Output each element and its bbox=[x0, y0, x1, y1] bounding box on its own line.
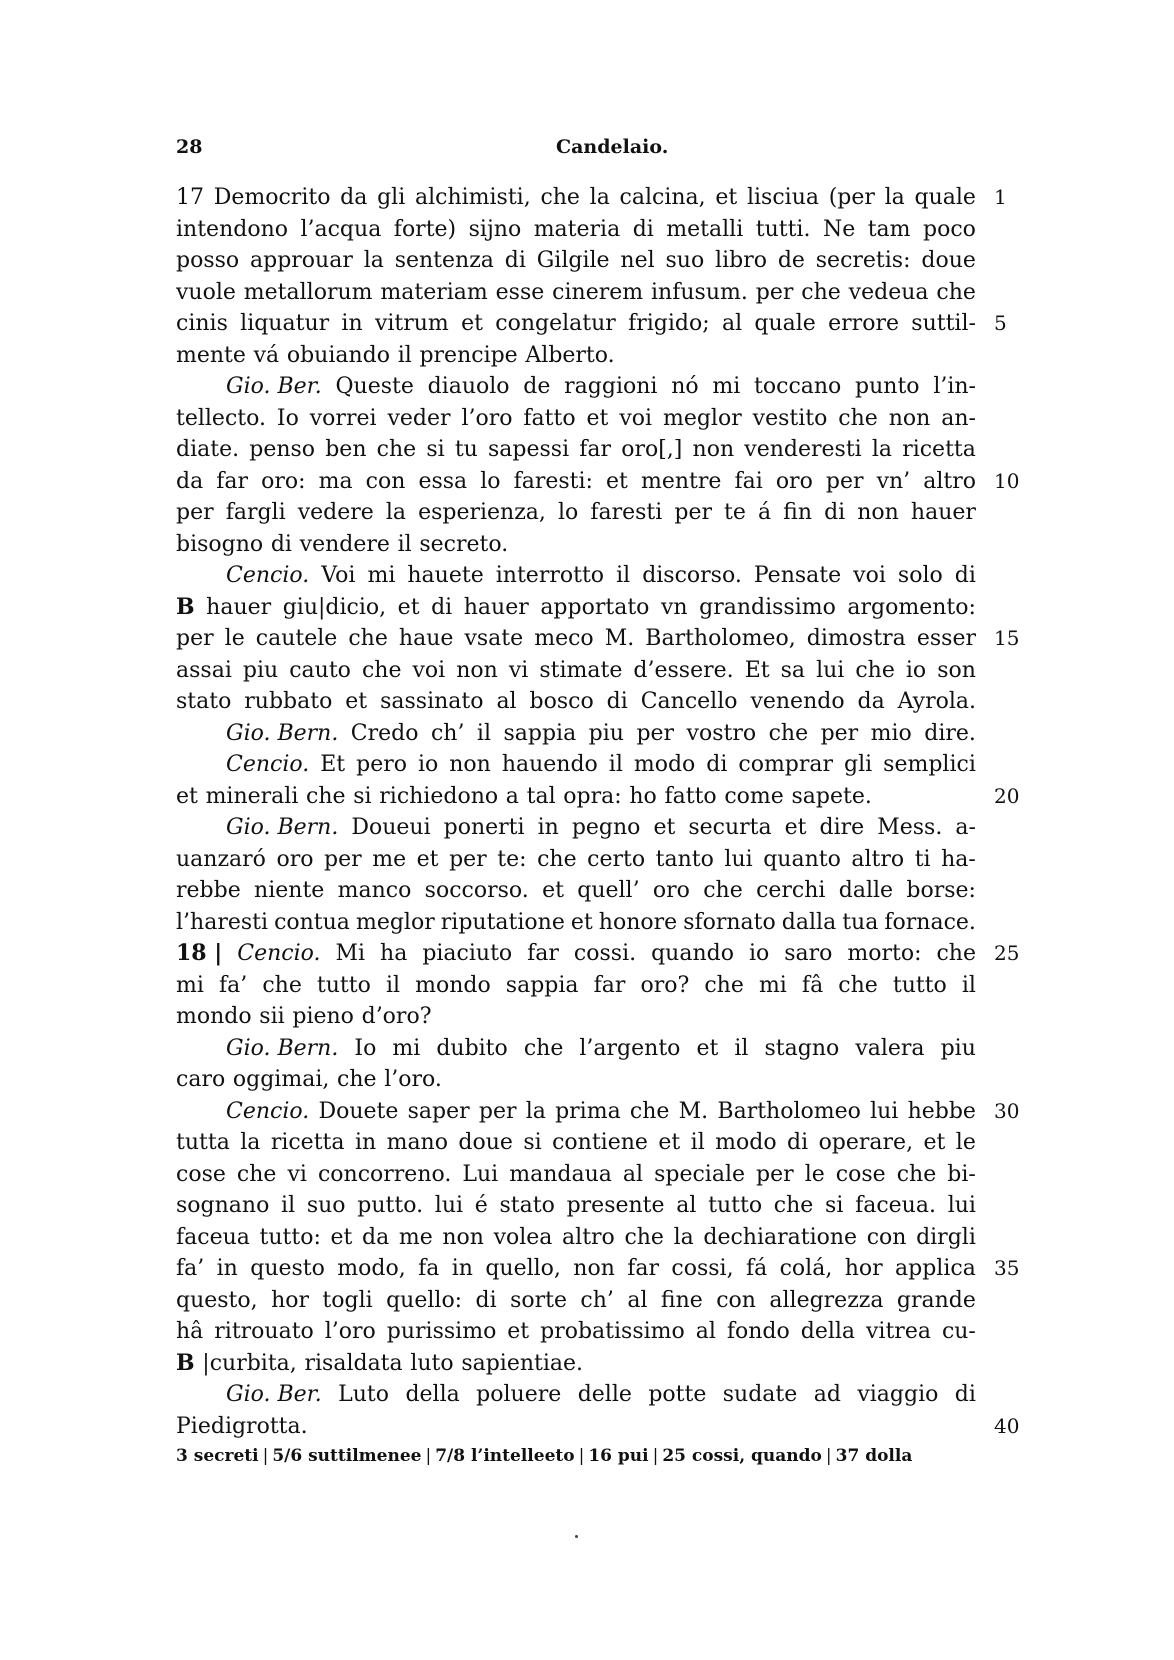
text-line: mondo sii pieno d’oro? bbox=[176, 1004, 432, 1029]
text-line: Cencio. Voi mi hauete interrotto il discorso. Pensate voi solo di bbox=[176, 560, 976, 592]
apparatus-note: 16 pui bbox=[588, 1446, 649, 1466]
margin-marker: 18 | bbox=[176, 940, 223, 966]
note-separator: | bbox=[262, 1446, 269, 1466]
text-line: questo, hor togli quello: di sorte ch’ al fine con allegrezza grande bbox=[176, 1287, 976, 1313]
text-line: per le cautele che haue vsate meco M. Bartholomeo, dimostra esser 15 bbox=[176, 623, 976, 655]
speaker-name: Cencio. bbox=[226, 752, 310, 777]
margin-marker: B bbox=[176, 1349, 195, 1376]
line-number: 15 bbox=[994, 626, 1020, 650]
text-line: tellecto. Io vorrei veder l’oro fatto et voi meglor vestito che non an- bbox=[176, 405, 976, 431]
text-line: Piedigrotta. 40 bbox=[176, 1411, 976, 1443]
line-number: 1 bbox=[994, 185, 1007, 209]
text-line: Gio. Bern. Io mi dubito che l’argento et il stagno valera piu bbox=[176, 1033, 976, 1065]
text-line: Cencio. Et pero io non hauendo il modo di comprar gli semplici bbox=[176, 749, 976, 781]
line-number: 5 bbox=[994, 311, 1007, 335]
text-line: B |curbita, risaldata luto sapientiae. bbox=[176, 1348, 976, 1380]
line-number: 30 bbox=[994, 1098, 1020, 1123]
text-line: stato rubbato et sassinato al bosco di Cancello venendo da Ayrola. bbox=[176, 689, 976, 714]
speaker-name: Gio. Bern. bbox=[226, 815, 339, 840]
text-line: bisogno di vendere il secreto. bbox=[176, 531, 509, 557]
line-number: 35 bbox=[994, 1256, 1020, 1280]
text-line: rebbe niente manco soccorso. et quell’ oro che cerchi dalle borse: bbox=[176, 878, 976, 903]
line-number: 25 bbox=[994, 941, 1020, 965]
text-line: fa’ in questo modo, fa in quello, non far cossi, fá colá, hor applica 35 bbox=[176, 1253, 976, 1285]
text-line: per fargli vedere la esperienza, lo faresti per te á fin di non hauer bbox=[176, 500, 976, 525]
note-separator: | bbox=[425, 1446, 432, 1466]
text-line: Gio. Ber. Luto della poluere delle potte sudate ad viaggio di bbox=[176, 1379, 976, 1411]
text-line: caro oggimai, che l’oro. bbox=[176, 1067, 442, 1092]
text-line: vuole metallorum materiam esse cinerem infusum. per che vedeua che bbox=[176, 279, 976, 305]
text-line: cose che vi concorreno. Lui mandaua al speciale per le cose che bi- bbox=[176, 1161, 976, 1187]
text-line: assai piu cauto che voi non vi stimate d’essere. Et sa lui che io son bbox=[176, 657, 976, 683]
critical-apparatus bbox=[176, 1446, 976, 1466]
speaker-name: Cencio. bbox=[237, 941, 321, 966]
line-number: 40 bbox=[994, 1413, 1020, 1438]
note-separator: | bbox=[652, 1446, 659, 1466]
text-line: faceua tutto: et da me non volea altro che la dechiaratione con dirgli bbox=[176, 1224, 976, 1250]
text-line: Cencio. Douete saper per la prima che M. Bartholomeo lui hebbe 30 bbox=[176, 1096, 976, 1128]
apparatus-note: 37 dolla bbox=[835, 1446, 913, 1466]
text-line: posso approuar la sentenza di Gilgile nel suo libro de secretis: doue bbox=[176, 248, 976, 273]
speaker-name: Gio. Ber. bbox=[226, 1382, 322, 1407]
text-line: uanzaró oro per me et per te: che certo tanto lui quanto altro ti ha- bbox=[176, 846, 976, 872]
text-line: mente vá obuiando il prencipe Alberto. bbox=[176, 342, 615, 368]
text-line: 17 Democrito da gli alchimisti, che la calcina, et lisciua (per la quale 1 bbox=[176, 182, 976, 214]
body-text bbox=[176, 182, 1020, 1442]
text-line: Gio. Bern. Credo ch’ il sappia piu per vostro che per mio dire. bbox=[176, 718, 976, 750]
text-line: 18 | Cencio. Mi ha piaciuto far cossi. quando io saro morto: che 25 bbox=[176, 938, 976, 970]
text-line: cinis liquatur in vitrum et congelatur frigido; al quale errore suttil- 5 bbox=[176, 308, 976, 340]
speaker-name: Gio. Bern. bbox=[226, 720, 339, 746]
text-line: Gio. Ber. Queste diauolo de raggioni nó mi toccano punto l’in- bbox=[176, 371, 976, 403]
text-line: mi fa’ che tutto il mondo sappia far oro? che mi fâ che tutto il bbox=[176, 972, 976, 998]
speaker-name: Gio. Ber. bbox=[226, 374, 322, 399]
apparatus-note: 25 cossi, quando bbox=[662, 1446, 822, 1466]
text-line: sognano il suo putto. lui é stato presente al tutto che si faceua. lui bbox=[176, 1193, 976, 1218]
line-number: 20 bbox=[994, 783, 1020, 808]
note-separator: | bbox=[578, 1446, 585, 1466]
text-line: intendono l’acqua forte) sijno materia di metalli tutti. Ne tam poco bbox=[176, 216, 976, 242]
speaker-name: Cencio. bbox=[226, 563, 310, 588]
running-title: Candelaio. bbox=[556, 136, 669, 158]
apparatus-note: 5/6 suttilmenee bbox=[272, 1446, 422, 1466]
text-line: hâ ritrouato l’oro purissimo et probatissimo al fondo della vitrea cu- bbox=[176, 1319, 976, 1344]
text-line: da far oro: ma con essa lo faresti: et mentre fai oro per vn’ altro 10 bbox=[176, 466, 976, 498]
ink-dot bbox=[575, 1535, 578, 1538]
text-line: et minerali che si richiedono a tal opra: ho fatto come sapete. 20 bbox=[176, 781, 976, 813]
text-line: B hauer giu|dicio, et di hauer apportato vn grandissimo argomento: bbox=[176, 592, 976, 624]
page-header bbox=[176, 136, 976, 166]
apparatus-note: 3 secreti bbox=[176, 1446, 259, 1466]
speaker-name: Gio. Bern. bbox=[226, 1035, 339, 1061]
text-line: diate. penso ben che si tu sapessi far oro[,] non venderesti la ricetta bbox=[176, 437, 976, 462]
speaker-name: Cencio. bbox=[226, 1098, 310, 1124]
text-line: tutta la ricetta in mano doue si contiene et il modo di operare, et le bbox=[176, 1130, 976, 1155]
page-number: 28 bbox=[176, 136, 203, 158]
line-number: 10 bbox=[994, 468, 1020, 493]
text-line: Gio. Bern. Doueui ponerti in pegno et securta et dire Mess. a- bbox=[176, 812, 976, 844]
text-line: l’haresti contua meglor riputatione et honore sfornato dalla tua fornace. bbox=[176, 909, 976, 935]
note-separator: | bbox=[825, 1446, 832, 1466]
margin-marker: B bbox=[176, 593, 195, 620]
apparatus-note: 7/8 l’intelleeto bbox=[435, 1446, 575, 1466]
